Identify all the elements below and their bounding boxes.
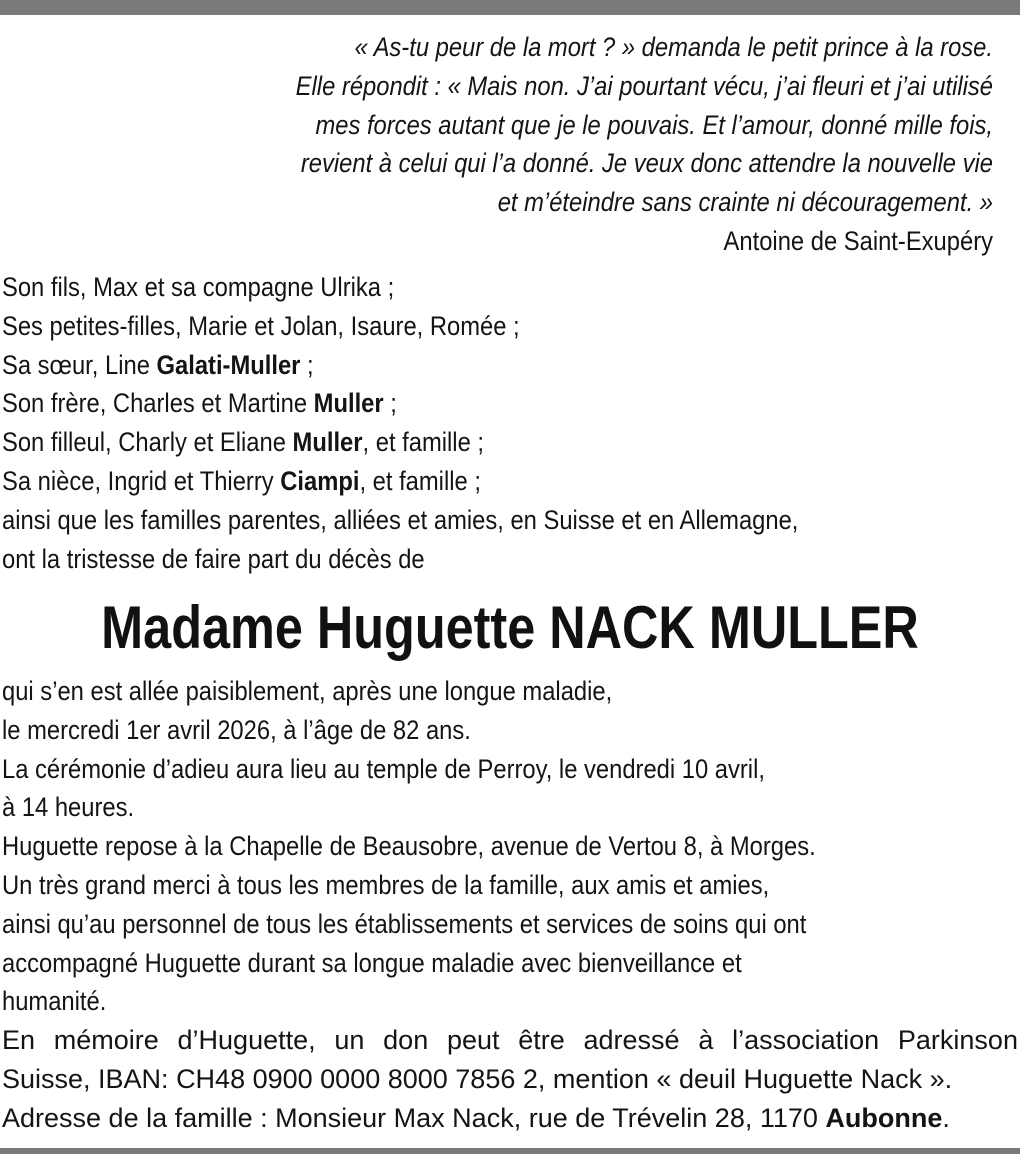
donation-word: l’association — [732, 1025, 880, 1055]
family-list — [2, 268, 798, 578]
donation-word: En — [2, 1025, 36, 1055]
epigraph-quote — [201, 28, 993, 261]
quote-line: « As-tu peur de la mort ? » demanda le petit prince à la rose. — [354, 32, 993, 62]
body-line: Huguette repose à la Chapelle de Beausobre, avenue de Vertou 8, à Morges. — [2, 831, 816, 862]
family-address: Adresse de la famille : Monsieur Max Nack, rue de Trévelin 28, 1170 Aubonne. — [2, 1102, 950, 1133]
donation-word: être — [518, 1025, 565, 1055]
address-town: Aubonne — [825, 1102, 943, 1133]
donation-word: à — [698, 1025, 714, 1055]
donation-line — [2, 1021, 1018, 1060]
quote-line: Elle répondit : « Mais non. J’ai pourtant vécu, j’ai fleuri et j’ai utilisé — [295, 70, 993, 101]
donation-word: don — [383, 1025, 429, 1055]
body-line: accompagné Huguette durant sa longue maladie avec bienveillance et — [2, 947, 742, 978]
body-line: humanité. — [2, 986, 107, 1017]
body-line: à 14 heures. — [2, 792, 135, 823]
deceased-name: Madame Huguette NACK MULLER — [101, 594, 919, 661]
donation-word: d’Huguette, — [177, 1025, 316, 1055]
body-line: La cérémonie d’adieu aura lieu au temple de Perroy, le vendredi 10 avril, — [2, 753, 765, 784]
family-niece: Sa nièce, Ingrid et Thierry Ciampi, et famille ; — [2, 465, 481, 496]
body-line: Un très grand merci à tous les membres de la famille, aux amis et amies, — [2, 869, 770, 900]
quote-line: mes forces autant que je le pouvais. Et l’amour, donné mille fois, — [315, 109, 993, 140]
family-son: Son fils, Max et sa compagne Ulrika ; — [2, 272, 395, 302]
donation-and-address — [2, 1021, 1018, 1137]
family-brother: Son frère, Charles et Martine Muller ; — [2, 388, 397, 419]
bottom-rule — [0, 1148, 1020, 1154]
donation-line: Suisse, IBAN: CH48 0900 0000 8000 7856 2, mention « deuil Huguette Nack ». — [2, 1063, 953, 1094]
family-godson: Son filleul, Charly et Eliane Muller, et famille ; — [2, 427, 485, 458]
family-granddaughters: Ses petites-filles, Marie et Jolan, Isaure, Romée ; — [2, 310, 520, 341]
family-others: ainsi que les familles parentes, alliées et amies, en Suisse et en Allemagne, — [2, 504, 799, 535]
donation-word: peut — [446, 1025, 500, 1055]
donation-word: un — [334, 1025, 365, 1055]
quote-author: Antoine de Saint-Exupéry — [723, 225, 993, 256]
body-line: le mercredi 1er avril 2026, à l’âge de 82 ans. — [2, 714, 471, 745]
family-announce: ont la tristesse de faire part du décès de — [2, 543, 425, 574]
top-rule — [0, 0, 1020, 15]
quote-line: revient à celui qui l’a donné. Je veux donc attendre la nouvelle vie — [300, 148, 994, 179]
body-line: qui s’en est allée paisiblement, après une longue maladie, — [2, 676, 613, 706]
quote-line: et m’éteindre sans crainte ni découragement. » — [497, 187, 993, 218]
donation-word: adressé — [583, 1025, 680, 1055]
body-line: ainsi qu’au personnel de tous les établissements et services de soins qui ont — [2, 908, 807, 939]
donation-word: Parkinson — [897, 1025, 1018, 1055]
announcement-body — [2, 672, 816, 1021]
family-sister: Sa sœur, Line Galati-Muller ; — [2, 349, 314, 380]
donation-word: mémoire — [53, 1025, 159, 1055]
